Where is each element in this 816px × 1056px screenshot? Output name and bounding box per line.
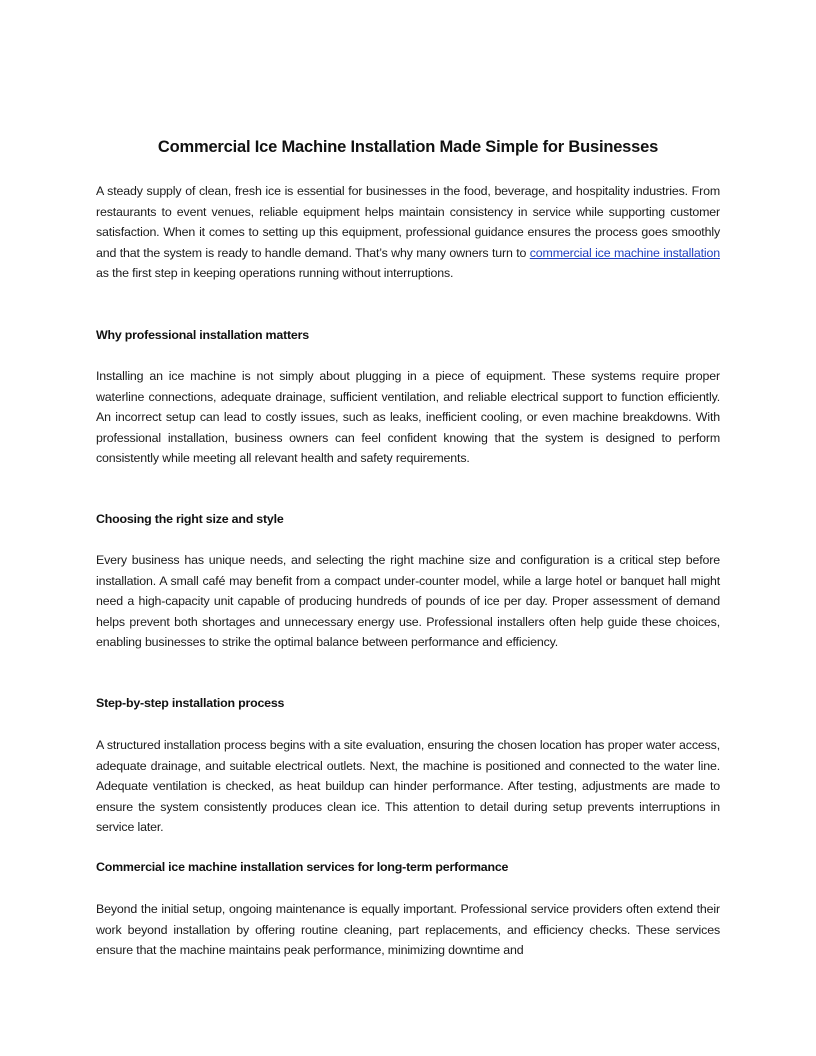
document-title: Commercial Ice Machine Installation Made Simple for Businesses: [157, 138, 659, 156]
intro-text-before-link: A steady supply of clean, fresh ice is essential for businesses in the food, beverage, and hospitality industries. From restaurants to event venues, reliable equipment helps maintain consistency in service while supporting customer satisfaction. When it comes to setting up this equipment, professional guidance ensures the process goes smoothly and that the system is ready to handle demand. That’s why many owners turn to: [96, 184, 720, 260]
intro-text-after-link: as the first step in keeping operations running without interruptions.: [96, 266, 454, 280]
section-heading-choosing-size: Choosing the right size and style: [96, 512, 284, 526]
section-heading-step-by-step: Step-by-step installation process: [96, 696, 285, 710]
section-body-why-professional: Installing an ice machine is not simply about plugging in a piece of equipment. These systems require proper waterline connections, adequate drainage, sufficient ventilation, and reliable electrical support to function efficiently. An incorrect setup can lead to costly issues, such as leaks, inefficient cooling, or even machine breakdowns. With professional installation, business owners can feel confident knowing that the system is designed to perform consistently while meeting all relevant health and safety requirements.: [96, 369, 720, 465]
intro-paragraph: [96, 181, 720, 284]
section-heading-why-professional: Why professional installation matters: [96, 328, 309, 342]
section-body-choosing-size: Every business has unique needs, and selecting the right machine size and configuration is a critical step before installation. A small café may benefit from a compact under-counter model, while a large hotel or banquet hall might need a high-capacity unit capable of producing hundreds of pounds of ice per day. Proper assessment of demand helps prevent both shortages and unnecessary energy use. Professional installers often help guide these choices, enabling businesses to strike the optimal balance between performance and efficiency.: [96, 553, 720, 649]
section-body-step-by-step: A structured installation process begins with a site evaluation, ensuring the chosen location has proper water access, adequate drainage, and suitable electrical outlets. Next, the machine is positioned and connected to the water line. Adequate ventilation is checked, as heat buildup can hinder performance. After testing, adjustments are made to ensure the system consistently produces clean ice. This attention to detail during setup prevents interruptions in service later.: [96, 738, 720, 834]
commercial-ice-machine-installation-link[interactable]: commercial ice machine installation: [529, 245, 720, 260]
section-heading-long-term-services: Commercial ice machine installation services for long-term performance: [96, 860, 509, 874]
section-body-long-term-services: Beyond the initial setup, ongoing maintenance is equally important. Professional service providers often extend their work beyond installation by offering routine cleaning, part replacements, and efficiency checks. These services ensure that the machine maintains peak performance, minimizing downtime and: [96, 902, 720, 957]
